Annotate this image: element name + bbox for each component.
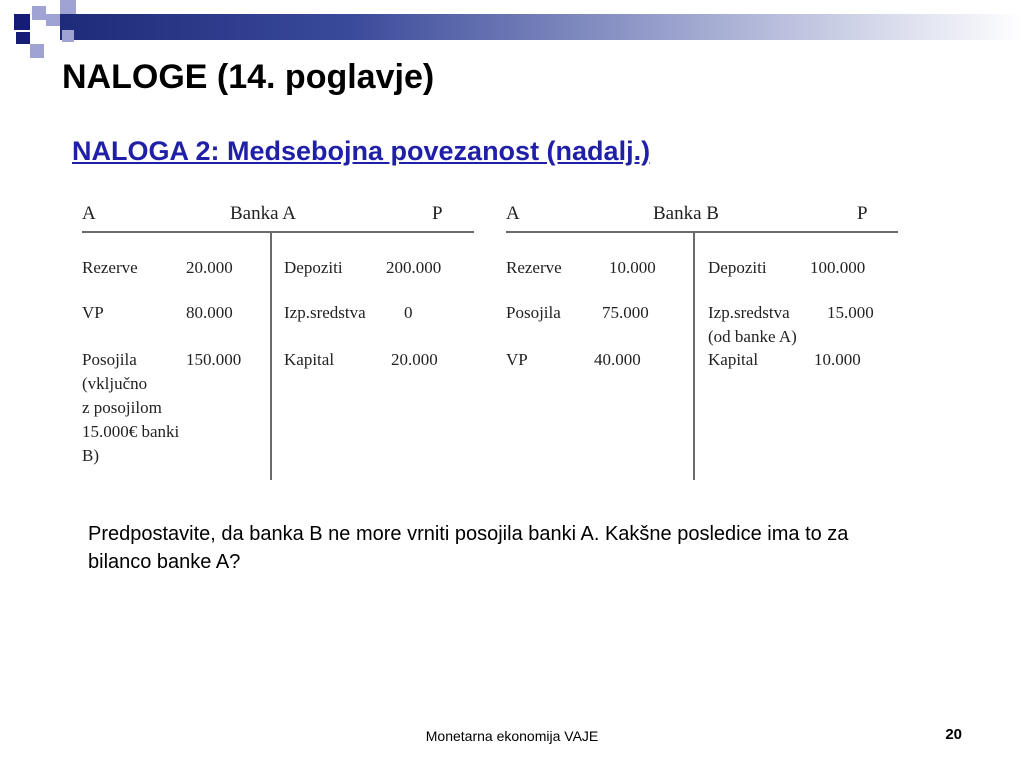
t-account-bank-b (506, 203, 898, 480)
asset-value: 80.000 (186, 303, 233, 322)
t-account-divider (270, 231, 272, 480)
liability-label: Izp.sredstva (708, 303, 790, 322)
header-square (46, 14, 60, 26)
liability-label: Kapital (284, 350, 335, 369)
bank-name: Banka A (230, 203, 296, 224)
asset-note-line: 15.000€ banki (82, 422, 180, 441)
liability-value: 200.000 (386, 258, 442, 277)
asset-value: 150.000 (186, 350, 242, 369)
liability-value: 0 (404, 303, 413, 322)
asset-note-line: (vključno (82, 374, 148, 393)
liability-label: Kapital (708, 350, 759, 369)
asset-label: VP (506, 350, 528, 369)
assets-label: A (506, 203, 520, 224)
header-square (60, 0, 76, 14)
liability-note: (od banke A) (708, 327, 797, 346)
header-square (16, 32, 30, 44)
t-account-divider (693, 231, 695, 480)
liability-label: Depoziti (708, 258, 767, 277)
liability-label: Izp.sredstva (284, 303, 366, 322)
header-square (30, 44, 44, 58)
t-account-top-rule (82, 231, 474, 233)
liability-value: 10.000 (814, 350, 861, 369)
header-square (62, 30, 74, 42)
t-account-top-rule (506, 231, 898, 233)
asset-value: 20.000 (186, 258, 233, 277)
t-account-header (506, 203, 898, 231)
liabilities-label: P (432, 203, 443, 224)
slide-subtitle: NALOGA 2: Medsebojna povezanost (nadalj.) (72, 136, 651, 166)
asset-label: Rezerve (506, 258, 562, 277)
asset-label: VP (82, 303, 104, 322)
asset-value: 10.000 (609, 258, 656, 277)
asset-label: Posojila (506, 303, 561, 322)
header-gradient-band (60, 14, 1024, 40)
bank-name: Banka B (653, 203, 719, 224)
liability-value: 100.000 (810, 258, 866, 277)
t-account-bank-a (82, 203, 474, 480)
footer-text: Monetarna ekonomija VAJE (425, 728, 599, 744)
assets-label: A (82, 203, 96, 224)
asset-label: Posojila (82, 350, 137, 369)
liability-label: Depoziti (284, 258, 343, 277)
header-square (14, 14, 30, 30)
liabilities-label: P (857, 203, 868, 224)
question-text: Predpostavite, da banka B ne more vrniti posojila banki A. Kakšne posledice ima to za bilanco banke A? (88, 523, 849, 573)
liability-value: 20.000 (391, 350, 438, 369)
asset-label: Rezerve (82, 258, 138, 277)
asset-value: 40.000 (594, 350, 641, 369)
slide-title: NALOGE (14. poglavje) (62, 58, 435, 96)
header-square (32, 6, 46, 20)
asset-value: 75.000 (602, 303, 649, 322)
page-number: 20 (945, 726, 962, 743)
t-account-header (82, 203, 474, 231)
asset-note-line: z posojilom (82, 398, 162, 417)
asset-note-line: B) (82, 446, 99, 465)
liability-value: 15.000 (827, 303, 874, 322)
